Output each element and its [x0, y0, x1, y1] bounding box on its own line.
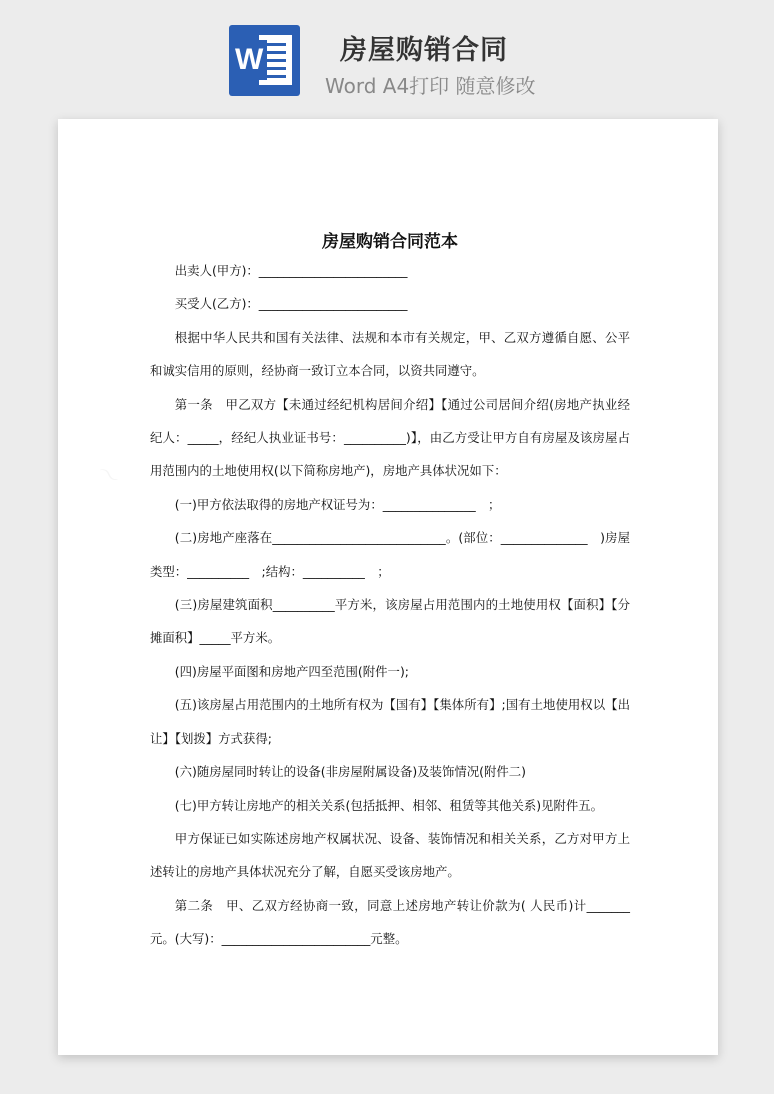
document-body	[150, 230, 630, 956]
paragraph-article-2: 第二条 甲、乙双方经协商一致，同意上述房地产转让价款为( 人民币)计_______元。(大写)：________________________元整。	[150, 897, 630, 947]
word-icon	[229, 25, 300, 96]
document-page: 〜 房屋购销合同范本 出卖人(甲方)：________________________ 买受人(乙方)：________________________ 根据中华人民共和国有关法律、法规和本市有关规定，甲、乙双方遵循自愿、公平和诚实信用的原则，经协商一致订立本合同，以资共同遵守。 第一条 甲乙双方【未通过经纪机构居间介绍】【通过公司居间介绍(房地产执业经纪人：_____，经纪人执业证书号：__________)】，由乙方受让甲方自有房屋及该房屋占用范围内的土地使用权(以下简称房地产)，房地产具体状况如下： (一)甲方依法取得的房地产权证号为：_______________ ； (二)房地产座落在____________________________。(部位：______________ )房屋类型：__________ ;结构：__________ ； (三)房屋建筑面积__________平方米，该房屋占用范围内的土地使用权【面积】【分摊面积】_____平方米。 (四)房屋平面图和房地产四至范围(附件一); (五)该房屋占用范围内的土地所有权为【国有】【集体所有】;国有土地使用权以【出让】【划拨】方式获得; (六)随房屋同时转让的设备(非房屋附属设备)及装饰情况(附件二) (七)甲方转让房地产的相关关系(包括抵押、相邻、租赁等其他关系)见附件五。 甲方保证已如实陈述房地产权属状况、设备、装饰情况和相关关系，乙方对甲方上述转让的房地产具体状况充分了解，自愿买受该房地产。 第二条 甲、乙双方经协商一致，同意上述房地产转让价款为( 人民币)计_______元。(大写)：________________________元整。	[58, 119, 718, 1055]
paragraph-item-5: (五)该房屋占用范围内的土地所有权为【国有】【集体所有】;国有土地使用权以【出让】【划拨】方式获得;	[150, 697, 630, 746]
paragraph-preamble: 根据中华人民共和国有关法律、法规和本市有关规定，甲、乙双方遵循自愿、公平和诚实信用的原则，经协商一致订立本合同，以资共同遵守。	[150, 329, 630, 379]
header	[0, 0, 774, 118]
paragraph-seller: 出卖人(甲方)：________________________	[174, 263, 408, 278]
paragraph-guarantee: 甲方保证已如实陈述房地产权属状况、设备、装饰情况和相关关系，乙方对甲方上述转让的房地产具体状况充分了解，自愿买受该房地产。	[150, 830, 630, 880]
paragraph-item-7: (七)甲方转让房地产的相关关系(包括抵押、相邻、租赁等其他关系)见附件五。	[174, 797, 604, 813]
paragraph-item-6: (六)随房屋同时转让的设备(非房屋附属设备)及装饰情况(附件二)	[174, 764, 526, 780]
paragraph-article-1: 第一条 甲乙双方【未通过经纪机构居间介绍】【通过公司居间介绍(房地产执业经纪人：_____，经纪人执业证书号：__________)】，由乙方受让甲方自有房屋及该房屋占用范围内的土地使用权(以下简称房地产)，房地产具体状况如下：	[150, 396, 630, 479]
paragraph-item-4: (四)房屋平面图和房地产四至范围(附件一);	[174, 663, 409, 679]
word-logo-letter: W	[235, 40, 267, 80]
paragraph-item-3: (三)房屋建筑面积__________平方米，该房屋占用范围内的土地使用权【面积】【分摊面积】_____平方米。	[150, 597, 630, 646]
header-subtitle: Word A4打印 随意修改	[325, 74, 536, 98]
document-title: 房屋购销合同范本	[322, 232, 458, 252]
paragraph-buyer: 买受人(乙方)：________________________	[174, 296, 408, 312]
paragraph-item-1: (一)甲方依法取得的房地产权证号为：_______________ ；	[174, 496, 501, 512]
paragraph-item-2: (二)房地产座落在____________________________。(部位：______________ )房屋类型：__________ ;结构：__________ ；	[150, 530, 630, 579]
header-title: 房屋购销合同	[340, 35, 508, 66]
